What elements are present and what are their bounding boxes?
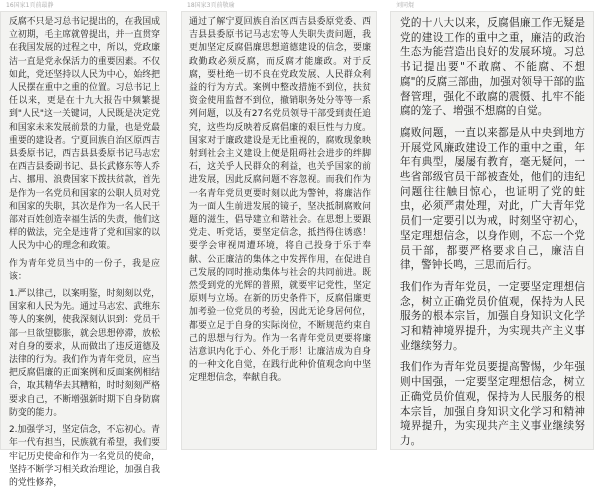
essay-paragraph: 通过了解宁夏回族自治区西吉县委原党委、西吉县县委原书记马志宏等人失职失责问题，我更加坚定反腐倡廉思想道德建设的信念，要廉政勤政必须反腐，而反腐才能廉政。对于反腐，要杜绝一切不良在党政发展、人民群众利益的行为方式。案例中整改措施不到位，扶贫资金使用监督不到位，撤销职务处分等等一系列问题，以及有27名党员领导干部受到责任追究，这些均反映着反腐倡廉的艰巨性与力度。国家对于廉政建设是无比重视的，腐败现象映射到社会主义建设上便是阻碍社会进步的绊脚石，这关乎人民群众的利益，也关乎国家的前进发展，因此反腐问题不容忽视。而我们作为一名青年党员更要时刻以此为警钟，将廉洁作为一面人生前进发展的镜子，坚决抵制腐败问题的滋生，倡导建立和谐社会。在思想上要跟党走、听党话，要坚定信念，抵挡得住诱惑！要学会审视周遭环境，将自己投身于乐于奉献、公正廉洁的集体之中发挥作用，在促进自己发展的同时推动集体与社会的共同前进。既然受到党的光辉的普照，就要牢记党性，坚定原则与立场。在新的历史条件下，反腐倡廉更加考验一位党员的考验，因此无论身居何位，都要立足于自身的实际岗位，不断规范约束自己的思想与行为。作为一名青年党员更要将廉洁意识内化于心、外化于形！让廉洁成为自身的一种文化自觉，在践行此种价值观念向中坚定理想信念，奉献自我。 <box>189 17 371 384</box>
essay-paragraph: 作为青年党员当中的一份子，我是应该： <box>9 258 160 282</box>
essay-paragraph: 腐败问题，一直以来都是从中央到地方开展党风廉政建设工作的重中之重，年年有典型，屡屡有教育，毫无疑问，一些省部级官员干部被查处，他们的违纪问题往往触目惊心，也证明了党的蛀虫，必须严肃处理，对此，广大青年党员们一定要引以为戒，时刻坚守初心，坚定理想信念，以身作则，不忘一个党员干部，都要严格要求自己，廉洁自律，警钟长鸣，三思而后行。 <box>400 126 585 272</box>
essay-page <box>181 11 377 450</box>
essay-paragraph: 反腐不只是习总书记提出的，在我国成立初期，毛主席就曾提出，并一直贯穿在我国发展的过程之中，所以，党政廉洁一直是党永保活力的重要因素。不仅如此，党还坚持以人民为中心，始终把人民摆在重中之重的位置。习总书记上任以来，更是在十九大报告中频繁提到"人民"这一关键词，人民既是决定党和国家未来发展前景的力量，也是党最重要的建设者。宁夏回族自治区原西吉县委原书记，西吉县县委原书记马志宏在西吉县委副书记、县长武修东等人乔占、挪用、浪费国家下拨扶贫款，首先是作为一名党员和国家的公职人员对党和国家的失职，其次是作为一名人民干部对百姓创造幸福生活的失责，他们这样的做法，完全是违背了党和国家的以人民为中心的理念和政策。 <box>9 17 160 252</box>
column-caption: 18国家3頁前敬瑜 <box>187 2 235 9</box>
essay-column-2 <box>181 0 377 450</box>
essay-paragraph: 1.严以律己，以案明鉴，时刻刻以党，国家和人民为先。通过马志宏、武维东等人的案例，使我深刻认识到：党员干部一旦欲望膨胀，就会思想停滞，放松对自身的要求，从而做出了违反道德及法律的行为。我们作为青年党员，应当把反腐倡廉的正面案例和反面案例相结合，取其精华去其糟粕，时时刻刻严格要求自己，不断增强新时期下自身防腐防变的能力。 <box>9 289 160 418</box>
essay-paragraph: 我们作为青年党员要提高警惕，少年强则中国强，一定要坚定理想信念，树立正确党员价值观，保持为人民服务的根本宗旨，加强自身知识文化学习和精神境界提升，为实现共产主义事业继续努力。 <box>400 361 585 447</box>
essay-page <box>0 11 167 488</box>
essay-paragraph: 我们作为青年党员，一定要坚定理想信念，树立正确党员价值观，保持为人民服务的根本宗旨，加强自身知识文化学习和精神境界提升，为实现共产主义事业继续努力。 <box>400 280 585 352</box>
column-caption: 刘同焜 <box>396 2 415 9</box>
essay-paragraph: 2.加强学习，坚定信念，不忘初心。青年一代有担当，民族就有希望，我们要牢记历史使命和作为一名党员的使命，坚持不断学习相关政治理论，加强自我的党性修养， <box>9 425 160 488</box>
essay-page <box>390 11 594 450</box>
essay-column-1 <box>0 0 167 488</box>
essay-paragraph: 党的十八大以来，反腐倡廉工作无疑是党的建设工作的重中之重，廉洁的政治生态为能营造出良好的发展环境。习总书记提出要"不敢腐、不能腐、不想腐"的反腐三部曲，加强对领导干部的监督管理，强化不敢腐的震慑、扎牢不能腐的笼子、增强不想腐的自觉。 <box>400 17 585 118</box>
column-caption: 16国家1頁前最静 <box>6 2 54 9</box>
essay-column-3 <box>390 0 594 450</box>
